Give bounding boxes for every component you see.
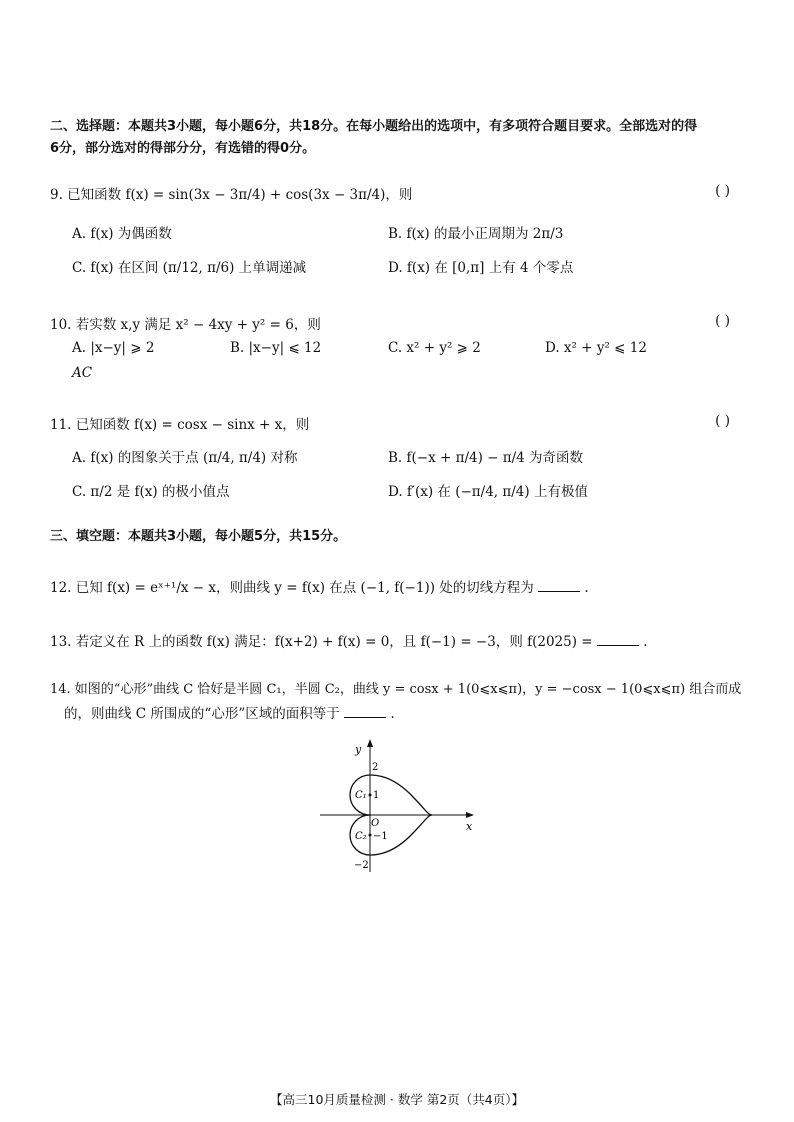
answer-paren: ( ) [715, 413, 730, 429]
answer-paren: ( ) [715, 313, 730, 329]
y-axis-arrow [367, 739, 373, 747]
y-label: y [355, 743, 362, 756]
option-d: D. f(x) 在 [0,π] 上有 4 个零点 [388, 260, 574, 276]
option-a: A. f(x) 为偶函数 [72, 226, 172, 242]
option-d: D. x² + y² ⩽ 12 [545, 340, 647, 356]
question-10-stem: 10. 若实数 x,y 满足 x² − 4xy + y² = 6，则 [50, 317, 321, 333]
option-a: A. |x−y| ⩾ 2 [72, 340, 155, 356]
section-3-title: 三、填空题：本题共3小题，每小题5分，共15分。 [50, 529, 347, 544]
question-9-stem: 9. 已知函数 f(x) = sin(3x − 3π/4) + cos(3x − 3π/4)，则 [50, 187, 413, 203]
option-c: C. f(x) 在区间 (π/12, π/6) 上单调递减 [72, 260, 307, 276]
x-axis-arrow [466, 812, 474, 818]
origin-label: O [371, 818, 380, 829]
answer-note: AC [72, 365, 93, 381]
option-c: C. π/2 是 f(x) 的极小值点 [72, 484, 230, 500]
tick-2: 2 [372, 762, 379, 773]
answer-blank [597, 633, 639, 646]
x-label: x [466, 820, 473, 833]
option-a: A. f(x) 的图象关于点 (π/4, π/4) 对称 [72, 450, 298, 466]
question-13 [50, 630, 648, 650]
tick-1: 1 [373, 790, 380, 801]
answer-blank [538, 579, 580, 592]
section-2-line-2: 6分，部分选对的得部分分，有选错的得0分。 [50, 141, 316, 156]
question-13-stem: 13. 若定义在 R 上的函数 f(x) 满足：f(x+2) + f(x) = 0，且 f(−1) = −3，则 f(2025) = [50, 634, 593, 650]
question-14-tail: . [390, 706, 395, 722]
question-14-line-2: 的，则曲线 C 所围成的“心形”区域的面积等于 [64, 706, 340, 722]
tick-neg1: −1 [373, 831, 388, 842]
question-12-stem: 12. 已知 f(x) = eˣ⁺¹/x − x，则曲线 y = f(x) 在点 (−1, f(−1)) 处的切线方程为 [50, 580, 534, 596]
option-b: B. |x−y| ⩽ 12 [230, 340, 322, 356]
question-14-line-2-wrap [64, 702, 395, 722]
heart-curve-figure [318, 738, 478, 878]
page-footer: 【高三10月质量检测 · 数学 第2页（共4页）】 [270, 1092, 524, 1107]
label-c2: C₂ [355, 831, 367, 842]
section-2-line-1: 二、选择题：本题共3小题，每小题6分，共18分。在每小题给出的选项中，有多项符合题目要求。全部选对的得 [50, 119, 698, 134]
question-13-tail: . [643, 634, 648, 650]
label-c1: C₁ [355, 790, 367, 801]
option-d: D. f′(x) 在 (−π/4, π/4) 上有极值 [388, 484, 588, 500]
option-b: B. f(x) 的最小正周期为 2π/3 [388, 226, 564, 242]
option-b: B. f(−x + π/4) − π/4 为奇函数 [388, 450, 584, 466]
point-1 [369, 794, 372, 797]
point-neg1 [369, 834, 372, 837]
tick-neg2: −2 [354, 860, 369, 871]
question-12-tail: . [584, 580, 589, 596]
answer-paren: ( ) [715, 183, 730, 199]
question-12 [50, 576, 589, 596]
answer-blank [344, 705, 386, 718]
option-c: C. x² + y² ⩾ 2 [388, 340, 481, 356]
question-14-line-1: 14. 如图的“心形”曲线 C 恰好是半圆 C₁，半圆 C₂，曲线 y = cosx + 1(0⩽x⩽π)，y = −cosx − 1(0⩽x⩽π) 组合而成 [50, 682, 742, 697]
question-11-stem: 11. 已知函数 f(x) = cosx − sinx + x，则 [50, 417, 310, 433]
